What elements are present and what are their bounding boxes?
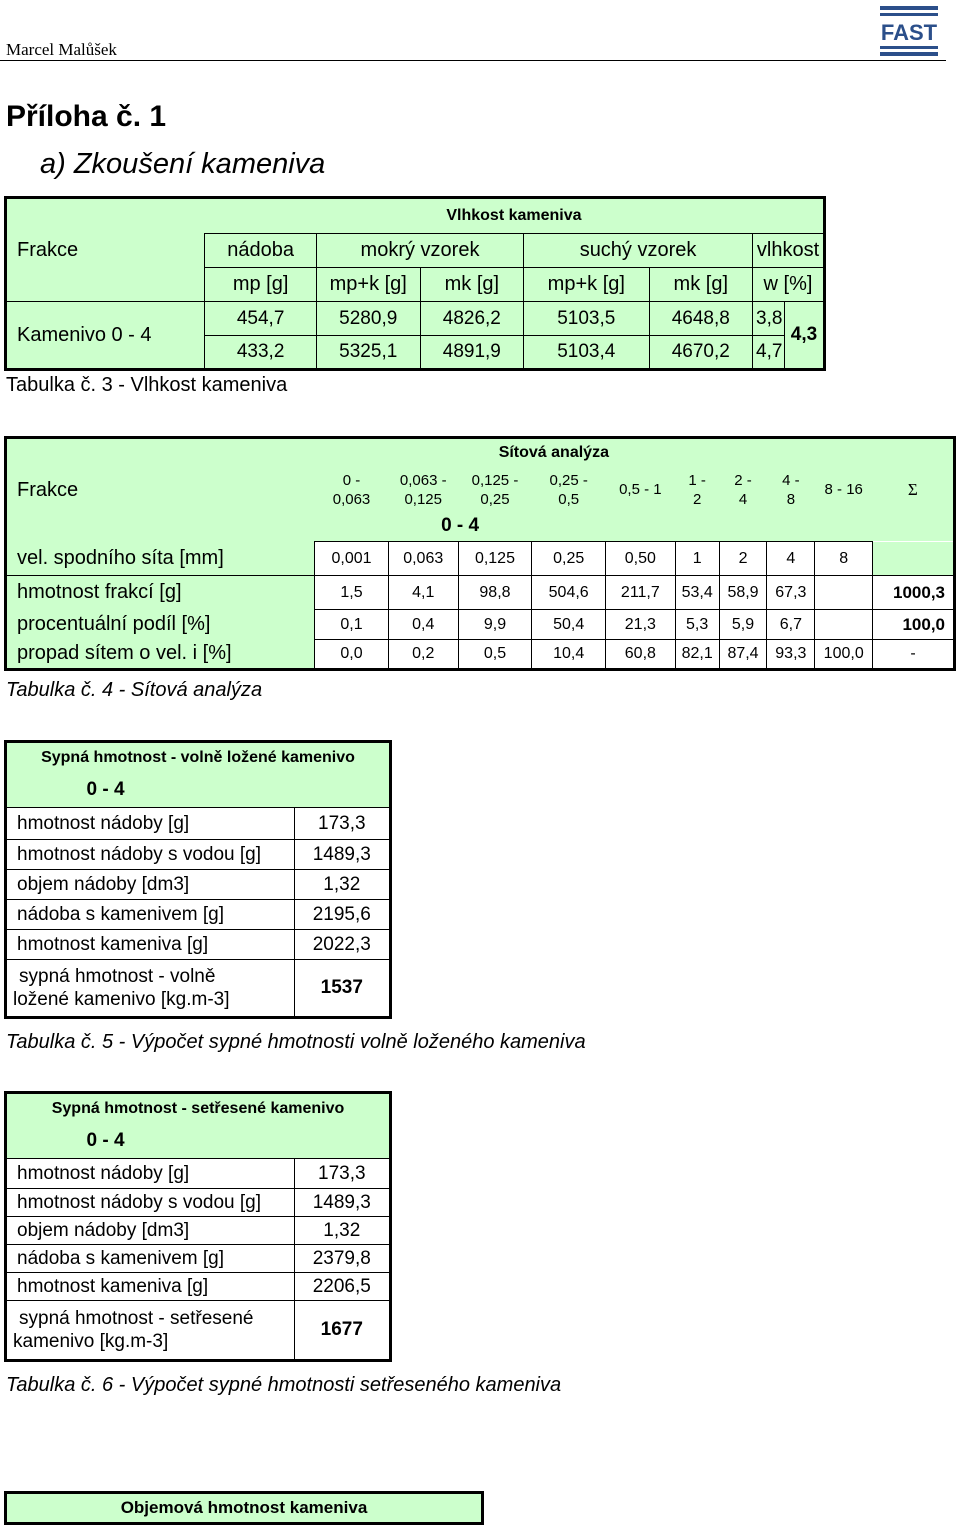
moisture-cell: 4670,2 bbox=[649, 336, 752, 370]
sieve-cell: 1,5 bbox=[315, 576, 389, 610]
unit-mk-wet: mk [g] bbox=[420, 268, 523, 302]
sieve-cell bbox=[815, 610, 873, 640]
sieve-size: 0,25 bbox=[532, 542, 606, 576]
sieve-row-label: propad sítem o vel. i [%] bbox=[6, 640, 315, 670]
page-title: Příloha č. 1 bbox=[6, 100, 167, 133]
sieve-cell: 100,0 bbox=[815, 640, 873, 670]
caption-table-3: Tabulka č. 3 - Vlhkost kameniva bbox=[6, 374, 288, 396]
fraction-header: 0,063 - 0,125 bbox=[399, 471, 447, 508]
sieve-range: 0 - 4 bbox=[441, 515, 480, 537]
loose-range: 0 - 4 bbox=[86, 779, 125, 801]
sieve-cell: 10,4 bbox=[532, 640, 606, 670]
compacted-title: Sypná hmotnost - setřesené kamenivo bbox=[51, 1100, 345, 1118]
moisture-cell: 4826,2 bbox=[420, 302, 523, 336]
sieve-cell: 4,1 bbox=[388, 576, 458, 610]
sieve-cell: 0,5 bbox=[458, 640, 532, 670]
sieve-cell: 5,3 bbox=[675, 610, 719, 640]
sieve-cell: 5,9 bbox=[719, 610, 767, 640]
logo-text: FAST bbox=[880, 20, 938, 45]
compacted-result-value: 1677 bbox=[294, 1301, 390, 1361]
author-name: Marcel Malůšek bbox=[6, 40, 117, 59]
fast-logo bbox=[876, 4, 942, 58]
moisture-average: 4,3 bbox=[785, 302, 825, 370]
sieve-cell: 9,9 bbox=[458, 610, 532, 640]
unit-mpk-wet: mp+k [g] bbox=[316, 268, 420, 302]
moisture-cell: 433,2 bbox=[205, 336, 317, 370]
page-subtitle: a) Zkoušení kameniva bbox=[40, 148, 326, 180]
moisture-row-label: Kamenivo 0 - 4 bbox=[6, 302, 205, 370]
volume-density-title: Objemová hmotnost kameniva bbox=[4, 1491, 484, 1525]
fraction-header: 0,25 - 0,5 bbox=[549, 471, 588, 508]
compacted-row-label: nádoba s kamenivem [g] bbox=[6, 1245, 295, 1273]
sieve-cell: 50,4 bbox=[532, 610, 606, 640]
fraction-header: 0,125 - 0,25 bbox=[471, 471, 519, 508]
compacted-row-label: hmotnost nádoby [g] bbox=[6, 1159, 295, 1189]
fraction-header: 2 - 4 bbox=[734, 471, 752, 508]
loose-row-value: 1489,3 bbox=[294, 840, 390, 870]
compacted-row-label: objem nádoby [dm3] bbox=[6, 1217, 295, 1245]
fraction-header: 4 - 8 bbox=[782, 471, 800, 508]
compacted-row-label: hmotnost kameniva [g] bbox=[6, 1273, 295, 1301]
caption-table-5: Tabulka č. 5 - Výpočet sypné hmotnosti volně loženého kameniva bbox=[6, 1031, 586, 1053]
moisture-cell: 5280,9 bbox=[316, 302, 420, 336]
sieve-size: 0,50 bbox=[606, 542, 676, 576]
moisture-cell: 5103,4 bbox=[524, 336, 649, 370]
sieve-cell: 87,4 bbox=[719, 640, 767, 670]
moisture-group-container: nádoba bbox=[205, 234, 317, 268]
compacted-row-value: 1,32 bbox=[294, 1217, 390, 1245]
header-rule bbox=[0, 60, 946, 61]
sieve-cell: 0,2 bbox=[388, 640, 458, 670]
moisture-cell: 4648,8 bbox=[649, 302, 752, 336]
compacted-result-label: sypná hmotnost - setřesené kamenivo [kg.m-3] bbox=[6, 1301, 295, 1361]
sieve-size: 2 bbox=[719, 542, 767, 576]
sieve-size: 0,125 bbox=[458, 542, 532, 576]
loose-result-label: sypná hmotnost - volně ložené kamenivo [kg.m-3] bbox=[6, 960, 295, 1018]
loose-row-label: hmotnost nádoby [g] bbox=[6, 808, 295, 840]
caption-table-4: Tabulka č. 4 - Sítová analýza bbox=[6, 679, 263, 701]
moisture-cell: 4891,9 bbox=[420, 336, 523, 370]
moisture-title: Vlhkost kameniva bbox=[446, 207, 582, 224]
compacted-row-value: 2206,5 bbox=[294, 1273, 390, 1301]
sieve-cell: 21,3 bbox=[606, 610, 676, 640]
sieve-size: 0,001 bbox=[315, 542, 389, 576]
sieve-size-label: vel. spodního síta [mm] bbox=[6, 542, 315, 576]
sieve-cell: 504,6 bbox=[532, 576, 606, 610]
sieve-cell: 0,0 bbox=[315, 640, 389, 670]
moisture-group-dry: suchý vzorek bbox=[524, 234, 753, 268]
unit-mp: mp [g] bbox=[205, 268, 317, 302]
moisture-group-wet: mokrý vzorek bbox=[316, 234, 523, 268]
unit-mpk-dry: mp+k [g] bbox=[524, 268, 649, 302]
sieve-size: 0,063 bbox=[388, 542, 458, 576]
compacted-range: 0 - 4 bbox=[86, 1130, 125, 1152]
loose-density-table bbox=[4, 740, 392, 1019]
fraction-header: 8 - 16 bbox=[824, 481, 863, 498]
moisture-table bbox=[4, 196, 826, 371]
moisture-cell: 454,7 bbox=[205, 302, 317, 336]
sieve-total: 100,0 bbox=[873, 610, 955, 640]
loose-row-value: 2195,6 bbox=[294, 900, 390, 930]
loose-row-label: nádoba s kamenivem [g] bbox=[6, 900, 295, 930]
sieve-cell: 0,1 bbox=[315, 610, 389, 640]
compacted-row-label: hmotnost nádoby s vodou [g] bbox=[6, 1189, 295, 1217]
loose-row-label: hmotnost kameniva [g] bbox=[6, 930, 295, 960]
sieve-cell: 53,4 bbox=[675, 576, 719, 610]
loose-title: Sypná hmotnost - volně ložené kamenivo bbox=[41, 749, 355, 767]
sieve-table bbox=[4, 436, 956, 671]
sieve-cell: 60,8 bbox=[606, 640, 676, 670]
moisture-cell: 4,7 bbox=[753, 336, 785, 370]
sieve-row-label: procentuální podíl [%] bbox=[6, 610, 315, 640]
sieve-cell: 82,1 bbox=[675, 640, 719, 670]
sieve-cell: 67,3 bbox=[767, 576, 815, 610]
caption-table-6: Tabulka č. 6 - Výpočet sypné hmotnosti setřeseného kameniva bbox=[6, 1374, 562, 1396]
unit-w: w [%] bbox=[753, 268, 825, 302]
sieve-frakce: Frakce bbox=[17, 478, 79, 501]
compacted-row-value: 173,3 bbox=[294, 1159, 390, 1189]
loose-row-label: objem nádoby [dm3] bbox=[6, 870, 295, 900]
moisture-cell: 5325,1 bbox=[316, 336, 420, 370]
moisture-cell: 5103,5 bbox=[524, 302, 649, 336]
sieve-title: Sítová analýza bbox=[498, 444, 609, 462]
sieve-cell: 93,3 bbox=[767, 640, 815, 670]
sieve-cell bbox=[815, 576, 873, 610]
sieve-cell: 6,7 bbox=[767, 610, 815, 640]
fraction-header: 0,5 - 1 bbox=[619, 481, 662, 498]
sieve-cell: 211,7 bbox=[606, 576, 676, 610]
compacted-row-value: 2379,8 bbox=[294, 1245, 390, 1273]
sieve-size: 8 bbox=[815, 542, 873, 576]
unit-mk-dry: mk [g] bbox=[649, 268, 752, 302]
moisture-group-moisture: vlhkost bbox=[753, 234, 825, 268]
loose-row-value: 1,32 bbox=[294, 870, 390, 900]
loose-row-value: 173,3 bbox=[294, 808, 390, 840]
sieve-cell: 0,4 bbox=[388, 610, 458, 640]
loose-result-value: 1537 bbox=[294, 960, 390, 1018]
compacted-row-value: 1489,3 bbox=[294, 1189, 390, 1217]
sieve-cell: 58,9 bbox=[719, 576, 767, 610]
sum-symbol: Σ bbox=[907, 479, 918, 499]
sieve-total: - bbox=[873, 640, 955, 670]
sieve-total: 1000,3 bbox=[873, 576, 955, 610]
sieve-cell: 98,8 bbox=[458, 576, 532, 610]
fraction-header: 0 - 0,063 bbox=[332, 471, 371, 508]
sieve-size: 4 bbox=[767, 542, 815, 576]
compacted-density-table bbox=[4, 1091, 392, 1362]
loose-row-label: hmotnost nádoby s vodou [g] bbox=[6, 840, 295, 870]
sieve-size: 1 bbox=[675, 542, 719, 576]
fraction-header: 1 - 2 bbox=[688, 471, 706, 508]
sieve-row-label: hmotnost frakcí [g] bbox=[6, 576, 315, 610]
moisture-cell: 3,8 bbox=[753, 302, 785, 336]
moisture-frakce: Frakce bbox=[17, 238, 79, 261]
loose-row-value: 2022,3 bbox=[294, 930, 390, 960]
